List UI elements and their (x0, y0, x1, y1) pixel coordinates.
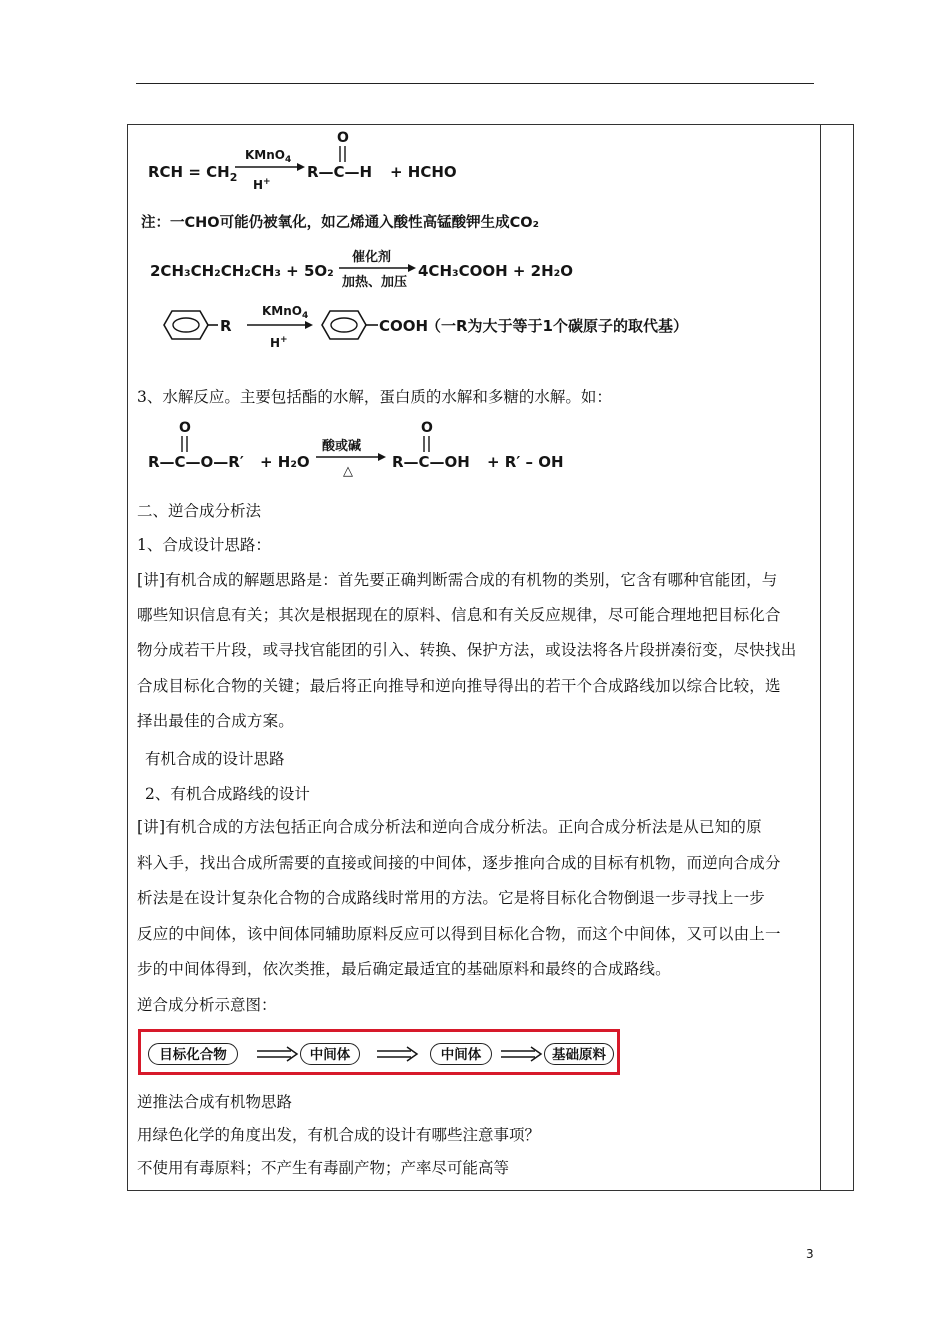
r3-reagent-bottom: H (270, 336, 281, 350)
r3-benzene-ring-right (322, 311, 366, 339)
oxidation-note: 注：一CHO可能仍被氧化，如乙烯通入酸性高锰酸钾生成CO₂ (141, 215, 539, 231)
reaction-ester-hydrolysis (142, 415, 602, 479)
reaction-alkene-oxidation-drawing (142, 125, 482, 195)
r1-product: R—C—H (307, 163, 373, 181)
r4-water: + H₂O (260, 453, 310, 471)
svg-text:KMnO4 (262, 304, 308, 321)
r4-alcohol: + R′ – OH (487, 453, 564, 471)
paragraph-1-line-4: 合成目标化合物的关键；最后将正向推导和逆向推导得出的若干个合成路线加以综合比较，选 (137, 677, 781, 695)
r4-acid: R—C—OH (392, 453, 470, 471)
hydrolysis-intro: 3、水解反应。主要包括酯的水解，蛋白质的水解和多糖的水解。如： (137, 388, 612, 406)
paragraph-2-line-5: 步的中间体得到，依次类推，最后确定最适宜的基础原料和最终的合成路线。 (137, 960, 671, 978)
reaction-alkene-oxidation (142, 125, 482, 195)
r3-arrow-head (305, 321, 313, 329)
section-retrosynthesis-heading: 二、逆合成分析法 (137, 502, 262, 520)
r1-reagent-top: KMnO (245, 148, 285, 162)
r4-condition-top: 酸或碱 (322, 439, 362, 454)
node-intermediate-1: 中间体 (300, 1043, 360, 1065)
r3-remark: （一R为大于等于1个碳原子的取代基） (426, 317, 688, 335)
retro-diagram-label: 逆合成分析示意图： (137, 996, 277, 1014)
r2-condition-top: 催化剂 (352, 250, 392, 265)
svg-text:H+ (253, 177, 271, 192)
r1-byproduct: + HCHO (390, 163, 457, 181)
r3-benzene-circle-right (331, 318, 357, 332)
r1-reagent-top-sub: 4 (284, 155, 292, 165)
retrosynthesis-diagram (138, 1029, 620, 1075)
green-chemistry-question: 用绿色化学的角度出发，有机合成的设计有哪些注意事项？ (137, 1126, 541, 1144)
double-arrow-icon (377, 1046, 421, 1062)
lesson-table (127, 124, 854, 1191)
r2-left: 2CH₃CH₂CH₂CH₃ + 5O₂ (150, 262, 334, 280)
r3-reagent-top: KMnO (262, 304, 302, 318)
r2-right: 4CH₃COOH + 2H₂O (418, 262, 573, 280)
r1-reagent-bottom-sup: + (263, 177, 271, 187)
r1-carbonyl-o: O (337, 130, 349, 146)
r3-reagent-bottom-sup: + (280, 335, 288, 345)
paragraph-1-line-3: 物分成若干片段，或寻找官能团的引入、转换、保护方法，或设法将各片段拼凑衍变，尽快找出 (137, 641, 797, 659)
reaction-ester-hydrolysis-drawing (142, 415, 602, 479)
header-rule (136, 83, 814, 84)
r4-ester-carbonyl-o: O (179, 420, 191, 436)
svg-text:RCH = CH2 (148, 163, 237, 184)
paragraph-1-line-1: [讲]有机合成的解题思路是：首先要正确判断需合成的有机物的类别，它含有哪种官能团，与 (137, 571, 778, 589)
reaction-side-chain-oxidation-drawing (142, 297, 802, 357)
reaction-butane-oxidation-drawing (142, 245, 602, 295)
r1-reactant: RCH = CH (148, 163, 230, 181)
r1-arrow-head (297, 163, 305, 171)
paragraph-1-line-2: 哪些知识信息有关；其次是根据现在的原料、信息和有关反应规律，尽可能合理地把目标化合 (137, 606, 781, 624)
r1-reactant-sub: 2 (229, 171, 238, 184)
subsection-design-ideas: 1、合成设计思路： (137, 536, 271, 554)
r4-ester: R—C—O—R′ (148, 453, 244, 471)
r4-acid-carbonyl-o: O (421, 420, 433, 436)
svg-text:H+ (270, 335, 288, 350)
r3-benzene-circle-left (173, 318, 199, 332)
paragraph-1-line-5: 择出最佳的合成方案。 (137, 712, 295, 730)
reaction-butane-oxidation (142, 245, 602, 295)
r3-substituent: R (220, 317, 232, 335)
r4-arrow-head (378, 453, 386, 461)
paragraph-2-line-2: 料入手，找出合成所需要的直接或间接的中间体，逐步推向合成的目标有机物，而逆向合成分 (137, 854, 781, 872)
svg-text:KMnO4 (245, 148, 291, 165)
r3-reagent-top-sub: 4 (301, 311, 309, 321)
green-chemistry-answer: 不使用有毒原料；不产生有毒副产物；产率尽可能高等 (137, 1159, 510, 1177)
r3-product-group: COOH (379, 317, 429, 335)
design-idea-label: 有机合成的设计思路 (145, 750, 285, 768)
reverse-idea-label: 逆推法合成有机物思路 (137, 1093, 293, 1111)
r1-reagent-bottom: H (253, 178, 264, 192)
node-intermediate-2: 中间体 (430, 1043, 492, 1065)
paragraph-2-line-1: [讲]有机合成的方法包括正向合成分析法和逆向合成分析法。正向合成分析法是从已知的原 (137, 818, 762, 836)
r2-arrow-head (408, 264, 416, 272)
lesson-content-cell (128, 125, 820, 1190)
double-arrow-icon (257, 1046, 301, 1062)
node-base-material: 基础原料 (544, 1043, 614, 1065)
reaction-side-chain-oxidation (142, 297, 802, 357)
page-number: 3 (806, 1247, 814, 1261)
r3-benzene-ring-left (164, 311, 208, 339)
node-target-compound: 目标化合物 (148, 1043, 238, 1065)
r2-condition-bottom: 加热、加压 (342, 275, 408, 290)
double-arrow-icon (501, 1046, 545, 1062)
table-column-divider (820, 125, 821, 1190)
paragraph-2-line-3: 析法是在设计复杂化合物的合成路线时常用的方法。它是将目标化合物倒退一步寻找上一步 (137, 889, 766, 907)
r4-condition-bottom: △ (343, 464, 353, 479)
paragraph-2-line-4: 反应的中间体，该中间体同辅助原料反应可以得到目标化合物，而这个中间体，又可以由上一 (137, 925, 781, 943)
subsection-route-design: 2、有机合成路线的设计 (145, 785, 310, 803)
